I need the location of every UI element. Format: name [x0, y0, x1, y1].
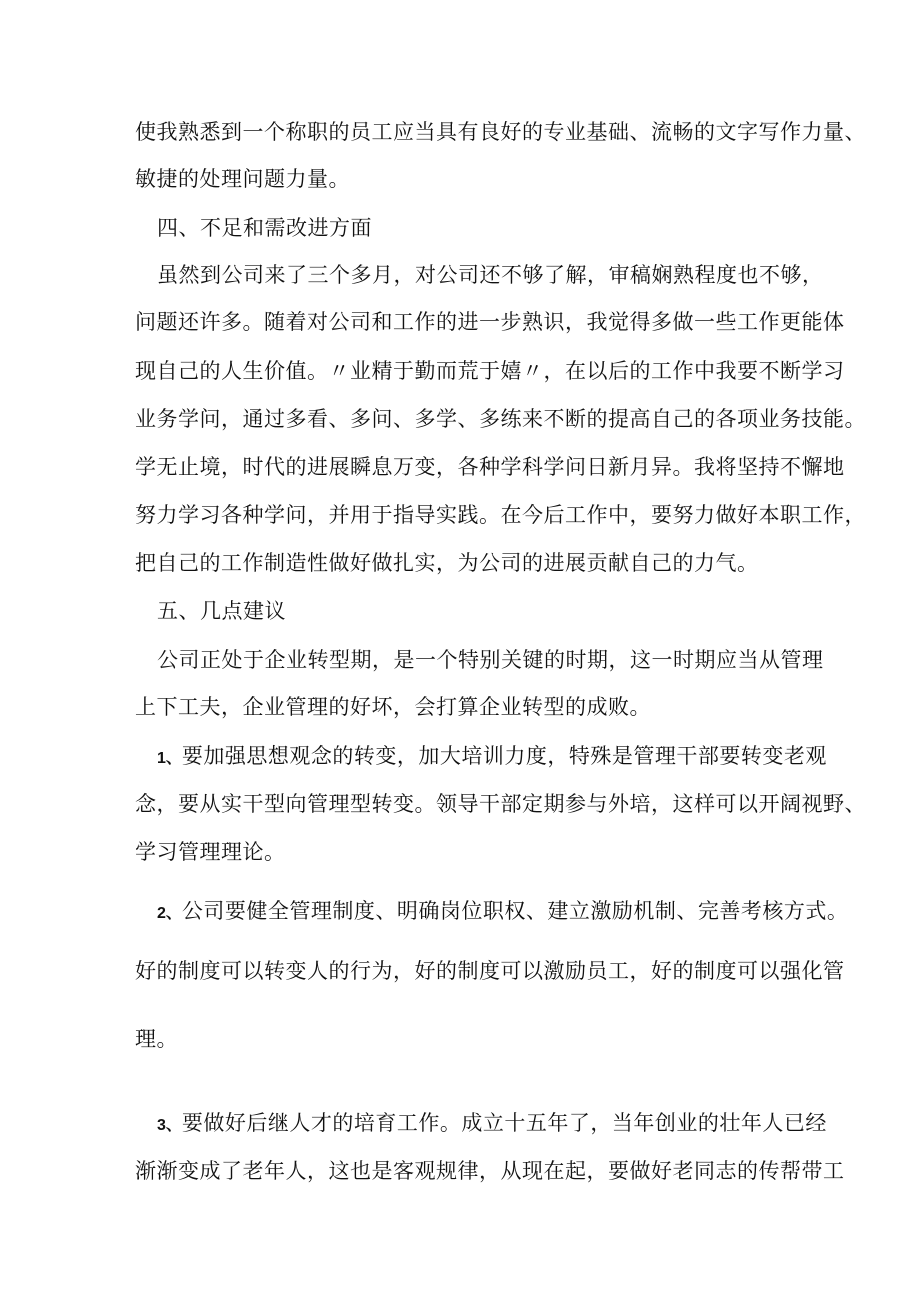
text-line: 敏捷的处理问题力量。: [135, 167, 350, 191]
text-line: 使我熟悉到一个称职的员工应当具有良好的专业基础、流畅的文字写作力量、: [135, 120, 866, 144]
item-text: 要做好后继人才的培育工作。成立十五年了，当年创业的壮年人已经: [181, 1111, 827, 1135]
numbered-item: [157, 741, 827, 774]
text-line: 念，要从实干型向管理型转变。领导干部定期参与外培，这样可以开阔视野、: [135, 792, 866, 816]
text-line: 公司正处于企业转型期，是一个特别关键的时期，这一时期应当从管理: [157, 648, 824, 672]
numbered-item: [157, 896, 848, 929]
text-line: 虽然到公司来了三个多月，对公司还不够了解，审稿娴熟程度也不够，: [157, 263, 824, 287]
text-line: 好的制度可以转变人的行为，好的制度可以激励员工，好的制度可以强化管: [135, 959, 845, 983]
text-line: 把自己的工作制造性做好做扎实，为公司的进展贡献自己的力气。: [135, 551, 759, 575]
item-number: 1、: [157, 750, 182, 767]
text-line: 渐渐变成了老年人，这也是客观规律，从现在起，要做好老同志的传帮带工: [135, 1159, 845, 1183]
text-line: 问题还许多。随着对公司和工作的进一步熟识，我觉得多做一些工作更能体: [135, 310, 845, 334]
text-line: 现自己的人生价值。〃业精于勤而荒于嬉〃，在以后的工作中我要不断学习: [135, 359, 845, 383]
text-line: 学习管理理论。: [135, 840, 286, 864]
numbered-item: [157, 1108, 827, 1141]
text-line: 上下工夫，企业管理的好坏，会打算企业转型的成败。: [135, 695, 651, 719]
text-line: 努力学习各种学问，并用于指导实践。在今后工作中，要努力做好本职工作，: [135, 503, 866, 527]
item-text: 公司要健全管理制度、明确岗位职权、建立激励机制、完善考核方式。: [181, 899, 849, 923]
item-number: 2、: [157, 905, 182, 922]
item-text: 要加强思想观念的转变，加大培训力度，特殊是管理干部要转变老观: [181, 744, 827, 768]
section-heading: 五、几点建议: [157, 599, 286, 623]
text-line: 理。: [135, 1027, 178, 1051]
section-heading: 四、不足和需改进方面: [157, 216, 372, 240]
text-line: 业务学问，通过多看、多问、多学、多练来不断的提高自己的各项业务技能。: [135, 407, 866, 431]
item-number: 3、: [157, 1117, 182, 1134]
text-line: 学无止境，时代的进展瞬息万变，各种学科学问日新月异。我将坚持不懈地: [135, 455, 845, 479]
